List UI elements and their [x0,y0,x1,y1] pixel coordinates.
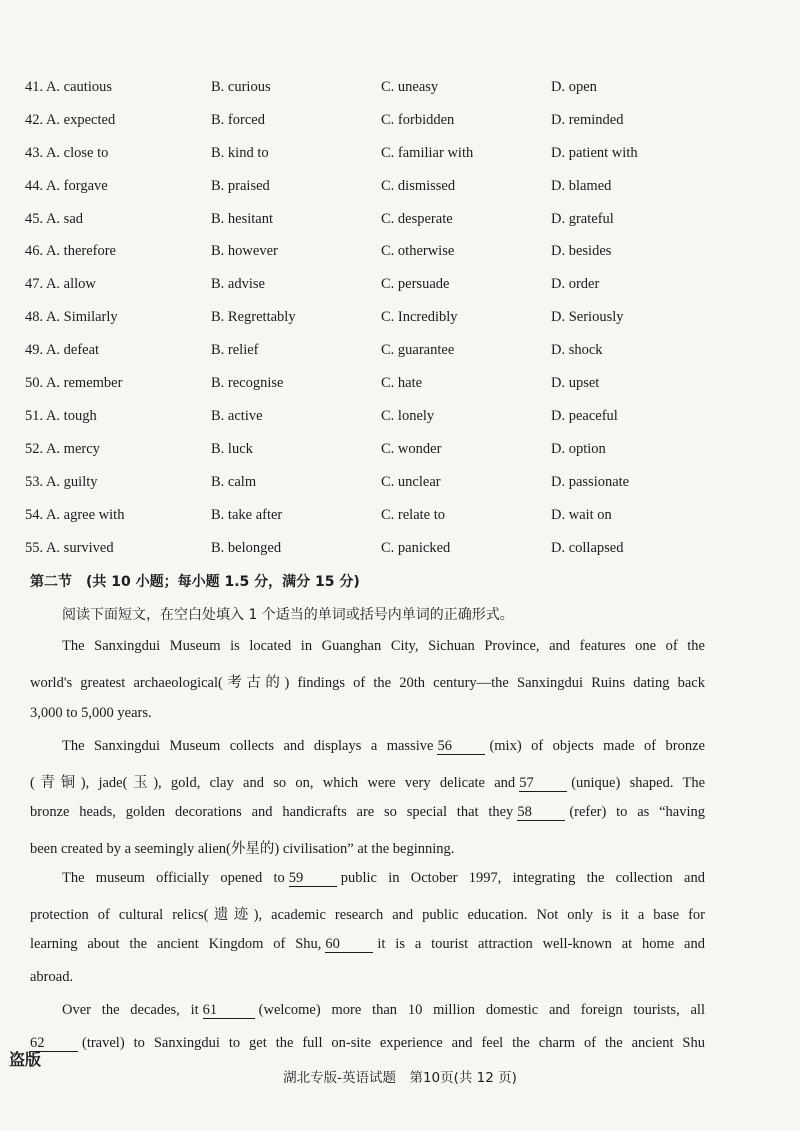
option-d[interactable]: D. order [551,276,600,292]
blank-59[interactable]: 59 [289,870,337,887]
option-a[interactable]: 47. A. allow [25,276,96,292]
option-a[interactable]: 51. A. tough [25,408,97,424]
passage-line: learning about the ancient Kingdom of Shu, 60 it is a tourist attraction well-known at home and [30,936,705,952]
option-b[interactable]: B. luck [211,441,253,457]
option-c[interactable]: C. familiar with [381,145,474,161]
option-row [0,211,800,241]
option-row [0,309,800,339]
option-a[interactable]: 50. A. remember [25,375,123,391]
option-a[interactable]: 54. A. agree with [25,507,125,523]
option-a[interactable]: 43. A. close to [25,145,109,161]
blank-56[interactable]: 56 [437,738,485,755]
option-b[interactable]: B. advise [211,276,265,292]
option-d[interactable]: D. option [551,441,606,457]
passage-line: world's greatest archaeological(考古的) findings of the 20th century—the Sanxingdui Ruins dating back [30,675,705,691]
option-row [0,342,800,372]
option-b[interactable]: B. Regrettably [211,309,296,325]
option-row [0,243,800,273]
option-row [0,276,800,306]
option-a[interactable]: 49. A. defeat [25,342,100,358]
page-footer: 湖北专版-英语试题 第10页(共 12 页) [283,1070,517,1086]
option-c[interactable]: C. otherwise [381,243,455,259]
option-row [0,375,800,405]
option-b[interactable]: B. take after [211,507,283,523]
option-d[interactable]: D. reminded [551,112,624,128]
option-row [0,441,800,471]
passage-line: The Sanxingdui Museum collects and displays a massive 56 (mix) of objects made of bronze [62,738,705,754]
option-row [0,112,800,142]
option-a[interactable]: 52. A. mercy [25,441,100,457]
option-row [0,474,800,504]
passage-line: The museum officially opened to 59 public in October 1997, integrating the collection and [62,870,705,886]
passage-line: 3,000 to 5,000 years. [30,705,152,721]
passage-line: abroad. [30,969,74,985]
option-c[interactable]: C. relate to [381,507,446,523]
option-a[interactable]: 48. A. Similarly [25,309,118,325]
option-b[interactable]: B. recognise [211,375,284,391]
option-row [0,540,800,570]
section-instruction: 阅读下面短文，在空白处填入 1 个适当的单词或括号内单词的正确形式。 [62,607,514,623]
option-d[interactable]: D. open [551,79,597,95]
option-d[interactable]: D. besides [551,243,612,259]
option-row [0,507,800,537]
option-d[interactable]: D. upset [551,375,600,391]
passage-line: (青铜), jade(玉), gold, clay and so on, which were very delicate and 57 (unique) shaped. The [30,775,706,791]
option-a[interactable]: 55. A. survived [25,540,114,556]
option-row [0,145,800,175]
option-a[interactable]: 45. A. sad [25,211,83,227]
option-a[interactable]: 44. A. forgave [25,178,108,194]
option-c[interactable]: C. dismissed [381,178,456,194]
option-c[interactable]: C. persuade [381,276,450,292]
option-b[interactable]: B. relief [211,342,259,358]
option-d[interactable]: D. patient with [551,145,638,161]
watermark-stamp: 盗版 [9,1050,42,1069]
option-d[interactable]: D. Seriously [551,309,624,325]
option-a[interactable]: 42. A. expected [25,112,116,128]
option-b[interactable]: B. curious [211,79,271,95]
passage-line: protection of cultural relics(遗迹), academic research and public education. Not only is it a base for [30,907,705,923]
option-b[interactable]: B. active [211,408,263,424]
blank-60[interactable]: 60 [325,936,373,953]
option-c[interactable]: C. lonely [381,408,435,424]
option-b[interactable]: B. kind to [211,145,269,161]
option-c[interactable]: C. panicked [381,540,451,556]
option-c[interactable]: C. forbidden [381,112,455,128]
option-d[interactable]: D. blamed [551,178,612,194]
option-row [0,79,800,109]
option-a[interactable]: 46. A. therefore [25,243,116,259]
option-d[interactable]: D. wait on [551,507,612,523]
option-a[interactable]: 41. A. cautious [25,79,112,95]
option-b[interactable]: B. however [211,243,278,259]
option-c[interactable]: C. uneasy [381,79,439,95]
option-b[interactable]: B. hesitant [211,211,274,227]
blank-58[interactable]: 58 [517,804,565,821]
option-b[interactable]: B. praised [211,178,270,194]
option-d[interactable]: D. passionate [551,474,630,490]
passage-line: been created by a seemingly alien(外星的) civilisation” at the beginning. [30,841,455,857]
option-d[interactable]: D. collapsed [551,540,624,556]
option-d[interactable]: D. grateful [551,211,614,227]
blank-61[interactable]: 61 [203,1002,255,1019]
option-b[interactable]: B. belonged [211,540,282,556]
passage-line: 62 (travel) to Sanxingdui to get the full on-site experience and feel the charm of the ancient Shu [30,1035,705,1051]
option-b[interactable]: B. calm [211,474,257,490]
passage-line: bronze heads, golden decorations and handicrafts are so special that they 58 (refer) to as “having [30,804,705,820]
option-b[interactable]: B. forced [211,112,265,128]
blank-62[interactable]: 62 [30,1035,78,1052]
passage-line: The Sanxingdui Museum is located in Guanghan City, Sichuan Province, and features one of the [62,638,705,654]
option-a[interactable]: 53. A. guilty [25,474,98,490]
option-row [0,408,800,438]
section-heading: 第二节 (共 10 小题；每小题 1.5 分，满分 15 分) [30,574,360,590]
option-d[interactable]: D. shock [551,342,603,358]
option-c[interactable]: C. desperate [381,211,453,227]
option-d[interactable]: D. peaceful [551,408,618,424]
option-c[interactable]: C. hate [381,375,423,391]
option-c[interactable]: C. unclear [381,474,441,490]
passage-line: Over the decades, it 61 (welcome) more than 10 million domestic and foreign tourists, all [62,1002,705,1018]
option-c[interactable]: C. guarantee [381,342,455,358]
option-c[interactable]: C. wonder [381,441,442,457]
option-c[interactable]: C. Incredibly [381,309,458,325]
option-row [0,178,800,208]
blank-57[interactable]: 57 [519,775,567,792]
